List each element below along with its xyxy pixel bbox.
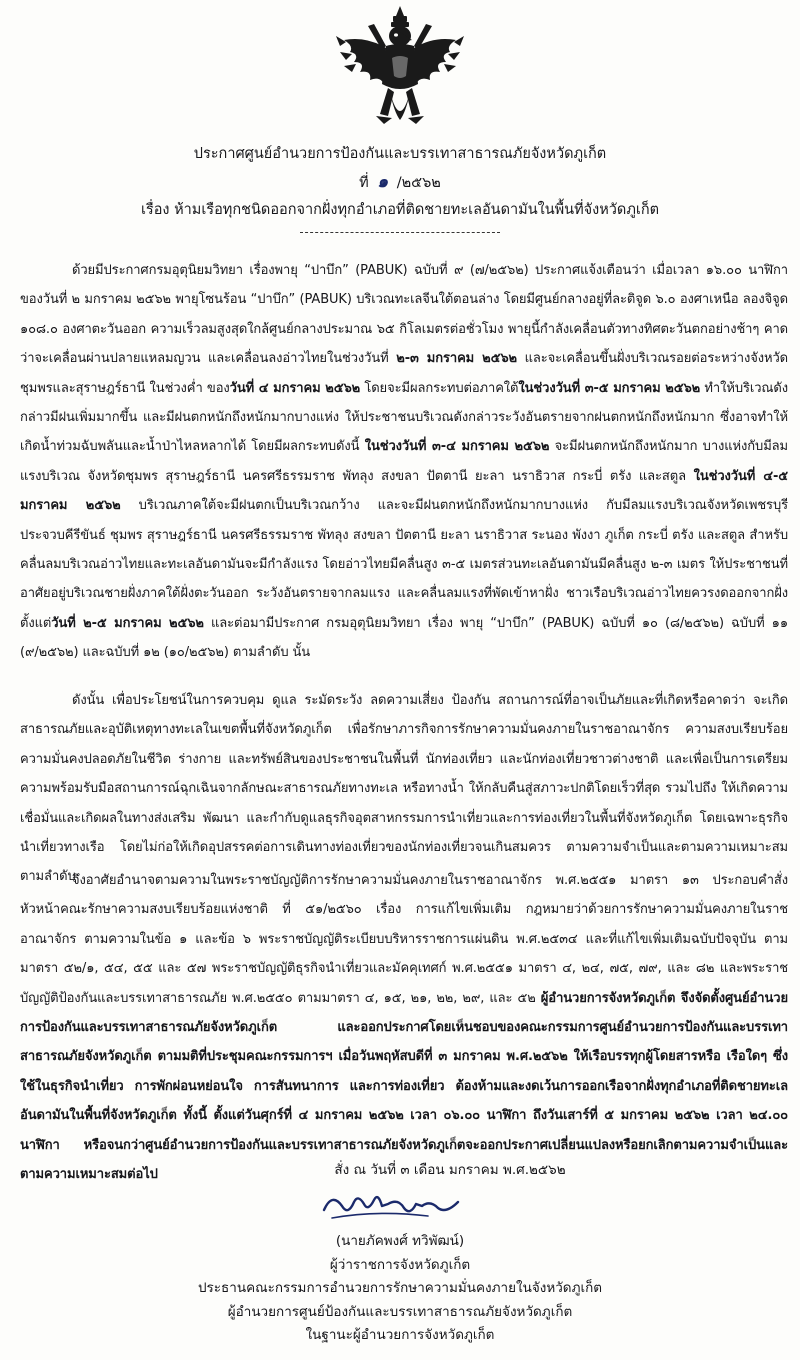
- header-divider: [300, 232, 500, 233]
- p1-text-e: โดยจะมีผลกระทบต่อภาคใต้: [364, 380, 519, 396]
- p1-text-m: และต่อมามีประกาศ กรมอุตุนิยมวิทยา เรื่อง พายุ “ปาบึก” (PABUK) ฉบับที่ ๑๐ (๘/๒๕๖๒) ฉบับที่ ๑๑ (๙/๒๕๖๒) และฉบับที่ ๑๒ (๑๐/๒๕๖๒) ตามลำดับ นั้น: [20, 615, 788, 661]
- p1-date-range-2: ในช่วงวันที่ ๓-๕ มกราคม ๒๕๖๒: [518, 380, 701, 396]
- announcement-subject: เรื่อง ห้ามเรือทุกชนิดออกจากฝั่งทุกอำเภอที่ติดชายทะเลอันดามันในพื้นที่จังหวัดภูเก็ต: [140, 202, 660, 218]
- p2-text: ดังนั้น เพื่อประโยชน์ในการควบคุม ดูแล ระมัดระวัง ลดความเสี่ยง ป้องกัน สถานการณ์ที่อาจเป็นภัยและที่เกิดหรือคาดว่า จะเกิดสาธารณภัยและอุบัติเหตุทางทะเลในเขตพื้นที่จังหวัดภูเก็ต เพื่อรักษาภารกิจการรักษาความมั่นคงภายในราชอาณาจักร ความสงบเรียบร้อย ความมั่นคงปลอดภัยในชีวิต ร่างกาย และทรัพย์สินของประชาชนในพื้นที่ นักท่องเที่ยว และนักท่องเที่ยวชาวต่างชาติ และเพื่อเป็นการเตรียมความพร้อมรับมือสถานการณ์ฉุกเฉินจากลักษณะสาธารณภัยทางทะเล หรือทางน้ำ ให้กลับคืนสู่สภาวะปกติโดยเร็วที่สุด รวมไปถึง ให้เกิดความเชื่อมั่นและเกิดผลในทางส่งเสริม พัฒนา และกำกับดูแลธุรกิจอุตสาหกรรมการนำเที่ยวและการท่องเที่ยวในพื้นที่จังหวัดภูเก็ต โดยเฉพาะธุรกิจนำเที่ยวทางเรือ โดยไม่ก่อให้เกิดอุปสรรคต่อการเดินทางท่องเที่ยวของนักท่องเที่ยวจนเกินสมควร ตามความจำเป็นและตามความเหมาะสมตามลำดับ: [20, 693, 788, 885]
- p1-date-range-4: ในช่วงวันที่ ๔-๕ มกราคม ๒๕๖๒: [20, 468, 788, 514]
- p3-order-text: ผู้อำนวยการจังหวัดภูเก็ต จึงจัดตั้งศูนย์อำนวยการป้องกันและบรรเทาสาธารณภัยจังหวัดภูเก็ต และออกประกาศโดยเห็นชอบของคณะกรรมการศูนย์อำนวยการป้องกันและบรรเทาสาธารณภัยจังหวัดภูเก็ต ตามมติที่ประชุมคณะกรรมการฯ เมื่อวันพฤหัสบดีที่ ๓ มกราคม พ.ศ.๒๕๖๒ ให้เรือบรรทุกผู้โดยสารหรือ เรือใดๆ ซึ่งใช้ในธุรกิจนำเที่ยว การพักผ่อนหย่อนใจ การสันทนาการ และการท่องเที่ยว ต้องห้ามและงดเว้นการออกเรือจากฝั่งทุกอำเภอที่ติดชายทะเลอันดามันในพื้นที่จังหวัดภูเก็ต ทั้งนี้ ตั้งแต่วันศุกร์ที่ ๔ มกราคม ๒๕๖๒ เวลา ๐๖.๐๐ นาฬิกา ถึงวันเสาร์ที่ ๕ มกราคม ๒๕๖๒ เวลา ๒๔.๐๐ นาฬิกา หรือจนกว่าศูนย์อำนวยการป้องกันและบรรเทาสาธารณภัยจังหวัดภูเก็ตจะออกประกาศเปลี่ยนแปลงหรือยกเลิกตามความจำเป็นและตามความเหมาะสมต่อไป: [20, 990, 788, 1183]
- p1-text-k: บริเวณภาคใต้จะมีฝนตกเป็นบริเวณกว้าง และจะมีฝนตกหนักถึงหนักมากบางแห่ง กับมีลมแรงบริเวณจังหวัดเพชรบุรี ประจวบคีรีขันธ์ ชุมพร สุราษฎร์ธานี นครศรีธรรมราช พัทลุง สงขลา ปัตตานี ยะลา นราธิวาส ระนอง พังงา ภูเก็ต กระบี่ ตรัง และสตูล สำหรับคลื่นลมบริเวณอ่าวไทยและทะเลอันดามันจะมีกำลังแรง โดยอ่าวไทยมีคลื่นสูง ๓-๕ เมตรส่วนทะเลอันดามันมีคลื่นสูง ๒-๓ เมตร ให้ประชาชนที่อาศัยอยู่บริเวณชายฝั่งภาคใต้ฝั่งตะวันออก ระวังอันตรายจากลมแรง และคลื่นลมแรงที่พัดเข้าหาฝั่ง ชาวเรือบริเวณอ่าวไทยควรงดออกจากฝั่งตั้งแต่: [20, 498, 788, 631]
- p1-text-a: ด้วยมีประกาศกรมอุตุนิยมวิทยา เรื่องพายุ “ปาบึก” (PABUK) ฉบับที่ ๙ (๗/๒๕๖๒) ประกาศแจ้งเตือนว่า เมื่อเวลา ๑๖.๐๐ นาฬิกา ของวันที่ ๒ มกราคม ๒๕๖๒ พายุโซนร้อน “ปาบึก” (PABUK) บริเวณทะเลจีนใต้ตอนล่าง โดยมีศูนย์กลางอยู่ที่ละติจูด ๖.๐ องศาเหนือ ลองจิจูด ๑๐๘.๐ องศาตะวันออก ความเร็วลมสูงสุดใกล้ศูนย์กลางประมาณ ๖๕ กิโลเมตรต่อชั่วโมง พายุนี้กำลังเคลื่อนตัวทางทิศตะวันตกอย่างช้าๆ คาดว่าจะเคลื่อนผ่านปลายแหลมญวน และเคลื่อนลงอ่าวไทยในช่วงวันที่: [20, 263, 788, 367]
- signer-position-capacity: ในฐานะผู้อำนวยการจังหวัดภูเก็ต: [305, 1327, 495, 1343]
- p1-text-c: และจะเคลื่อนขึ้นฝั่งบริเวณรอยต่อระหว่างจังหวัดชุมพรและสุราษฎร์ธานี ในช่วงค่ำ ของ: [20, 351, 788, 396]
- p1-date-range-1: ๒-๓ มกราคม ๒๕๖๒: [396, 351, 517, 367]
- signer-name: (นายภัคพงศ์ ทวิพัฒน์): [335, 1233, 465, 1249]
- p1-text-g: ทำให้บริเวณดังกล่าวมีฝนเพิ่มมากขึ้น และมีฝนตกหนักถึงหนักมากบางแห่ง ให้ประชาชนบริเวณดังกล่าวระวังอันตรายจากฝนตกหนักถึงหนักมาก ซึ่งอาจทำให้เกิดน้ำท่วมฉับพลันและน้ำป่าไหลหลากได้ โดยมีผลกระทบดังนี้: [20, 380, 788, 455]
- p1-date-range-3: ในช่วงวันที่ ๓-๔ มกราคม ๒๕๖๒: [364, 439, 550, 455]
- signature-block: [0, 1230, 800, 1348]
- paragraph-weather-warning: [20, 256, 788, 676]
- signer-position-governor: ผู้ว่าราชการจังหวัดภูเก็ต: [329, 1256, 471, 1273]
- number-prefix: ที่: [359, 175, 369, 191]
- p1-text-i: จะมีฝนตกหนักถึงหนักมาก บางแห่งกับมีลมแรงบริเวณ จังหวัดชุมพร สุราษฎร์ธานี นครศรีธรรมราช พัทลุง สงขลา ปัตตานี ยะลา นราธิวาส กระบี่ ตรัง และสตูล: [20, 439, 789, 484]
- p1-date-range-5: วันที่ ๒-๕ มกราคม ๒๕๖๒: [51, 615, 204, 631]
- garuda-emblem-icon: [330, 2, 470, 137]
- p3-text-a: จึงอาศัยอำนาจตามความในพระราชบัญญัติการรักษาความมั่นคงภายในราชอาณาจักร พ.ศ.๒๕๕๑ มาตรา ๑๓ ประกอบคำสั่งหัวหน้าคณะรักษาความสงบเรียบร้อยแห่งชาติ ที่ ๕๑/๒๕๖๐ เรื่อง การแก้ไขเพิ่มเติม กฎหมายว่าด้วยการรักษาความมั่นคงภายในราชอาณาจักร ตามความในข้อ ๑ และข้อ ๖ พระราชบัญญัติระเบียบบริหารราชการแผ่นดิน พ.ศ.๒๕๓๔ และที่แก้ไขเพิ่มเติมฉบับปัจจุบัน ตามมาตรา ๕๒/๑, ๕๔, ๕๕ และ ๕๗ พระราชบัญญัติธุรกิจนำเที่ยวและมัคคุเทศก์ พ.ศ.๒๕๕๑ มาตรา ๔, ๒๔, ๗๕, ๗๙, และ ๘๒ และพระราชบัญญัติป้องกันและบรรเทาสาธารณภัย พ.ศ.๒๕๕๐ ตามมาตรา ๔, ๑๕, ๒๑, ๒๒, ๒๙, และ ๕๒: [20, 873, 788, 1006]
- announcement-title: ประกาศศูนย์อำนวยการป้องกันและบรรเทาสาธารณภัยจังหวัดภูเก็ต: [193, 146, 607, 162]
- paragraph-purpose: [20, 686, 788, 885]
- signer-position-director: ผู้อำนวยการศูนย์ป้องกันและบรรเทาสาธารณภัยจังหวัดภูเก็ต: [227, 1303, 573, 1320]
- number-value: ๑: [377, 172, 389, 192]
- p1-date-landfall: วันที่ ๔ มกราคม ๒๕๖๒: [229, 380, 361, 396]
- handwritten-signature: [318, 1180, 468, 1226]
- announcement-number: [0, 172, 800, 193]
- signer-position-chairman: ประธานคณะกรรมการอำนวยการรักษาความมั่นคงภายในจังหวัดภูเก็ต: [197, 1280, 603, 1296]
- number-suffix: /๒๕๖๒: [396, 175, 441, 191]
- order-date: สั่ง ณ วันที่ ๓ เดือน มกราคม พ.ศ.๒๕๖๒: [334, 1162, 566, 1178]
